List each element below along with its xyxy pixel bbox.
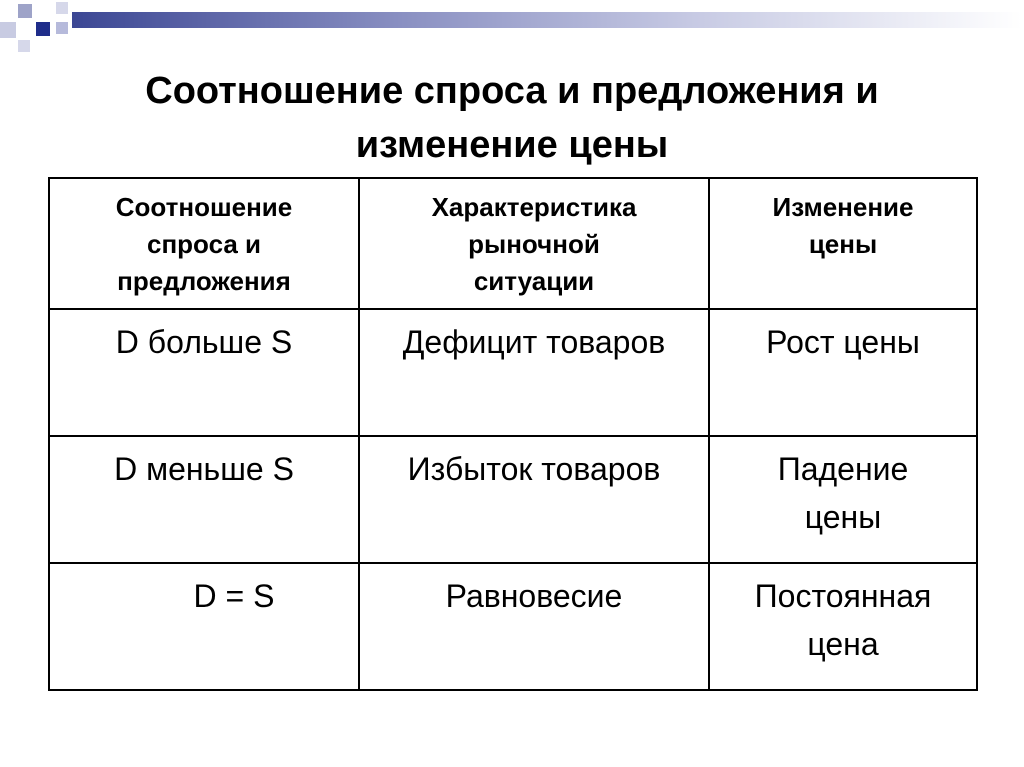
cell-price [709,563,977,690]
table-header-row [49,178,977,309]
cell-text: Равновесие [445,578,623,614]
header-ratio [49,178,359,309]
header-text: Изменение [772,192,914,222]
deco-square [56,22,68,34]
cell-text: Постоянная [754,578,932,614]
supply-demand-table [48,177,978,691]
slide-title [40,64,984,172]
cell-ratio [49,436,359,563]
deco-square [18,40,30,52]
header-text: предложения [117,266,291,296]
header-text: цены [808,229,878,259]
decorative-top-bar [72,12,1022,28]
header-text: рыночной [468,229,600,259]
header-text: спроса и [146,229,262,259]
deco-square [0,22,16,38]
cell-text: D больше S [115,324,293,360]
header-text: ситуации [473,266,595,296]
cell-text: Дефицит товаров [402,324,666,360]
cell-situation [359,309,709,436]
decorative-squares [0,0,80,60]
header-market-situation [359,178,709,309]
cell-text: Избыток товаров [407,451,661,487]
cell-situation [359,436,709,563]
table-row [49,563,977,690]
table-row [49,309,977,436]
header-text: Характеристика [431,192,637,222]
title-line-2: изменение цены [355,124,669,166]
cell-text: Рост цены [766,324,920,360]
cell-text: D меньше S [114,451,294,487]
cell-text: цены [804,499,882,535]
cell-situation [359,563,709,690]
deco-square [36,22,50,36]
table-row [49,436,977,563]
title-line-1: Соотношение спроса и предложения и [145,70,879,112]
cell-text: Падение [777,451,909,487]
header-text: Соотношение [115,192,293,222]
cell-ratio [49,309,359,436]
cell-text: D = S [193,578,275,614]
deco-square [56,2,68,14]
header-price-change [709,178,977,309]
deco-square [18,4,32,18]
cell-price [709,436,977,563]
cell-price [709,309,977,436]
cell-ratio [49,563,359,690]
cell-text: цена [807,626,879,662]
